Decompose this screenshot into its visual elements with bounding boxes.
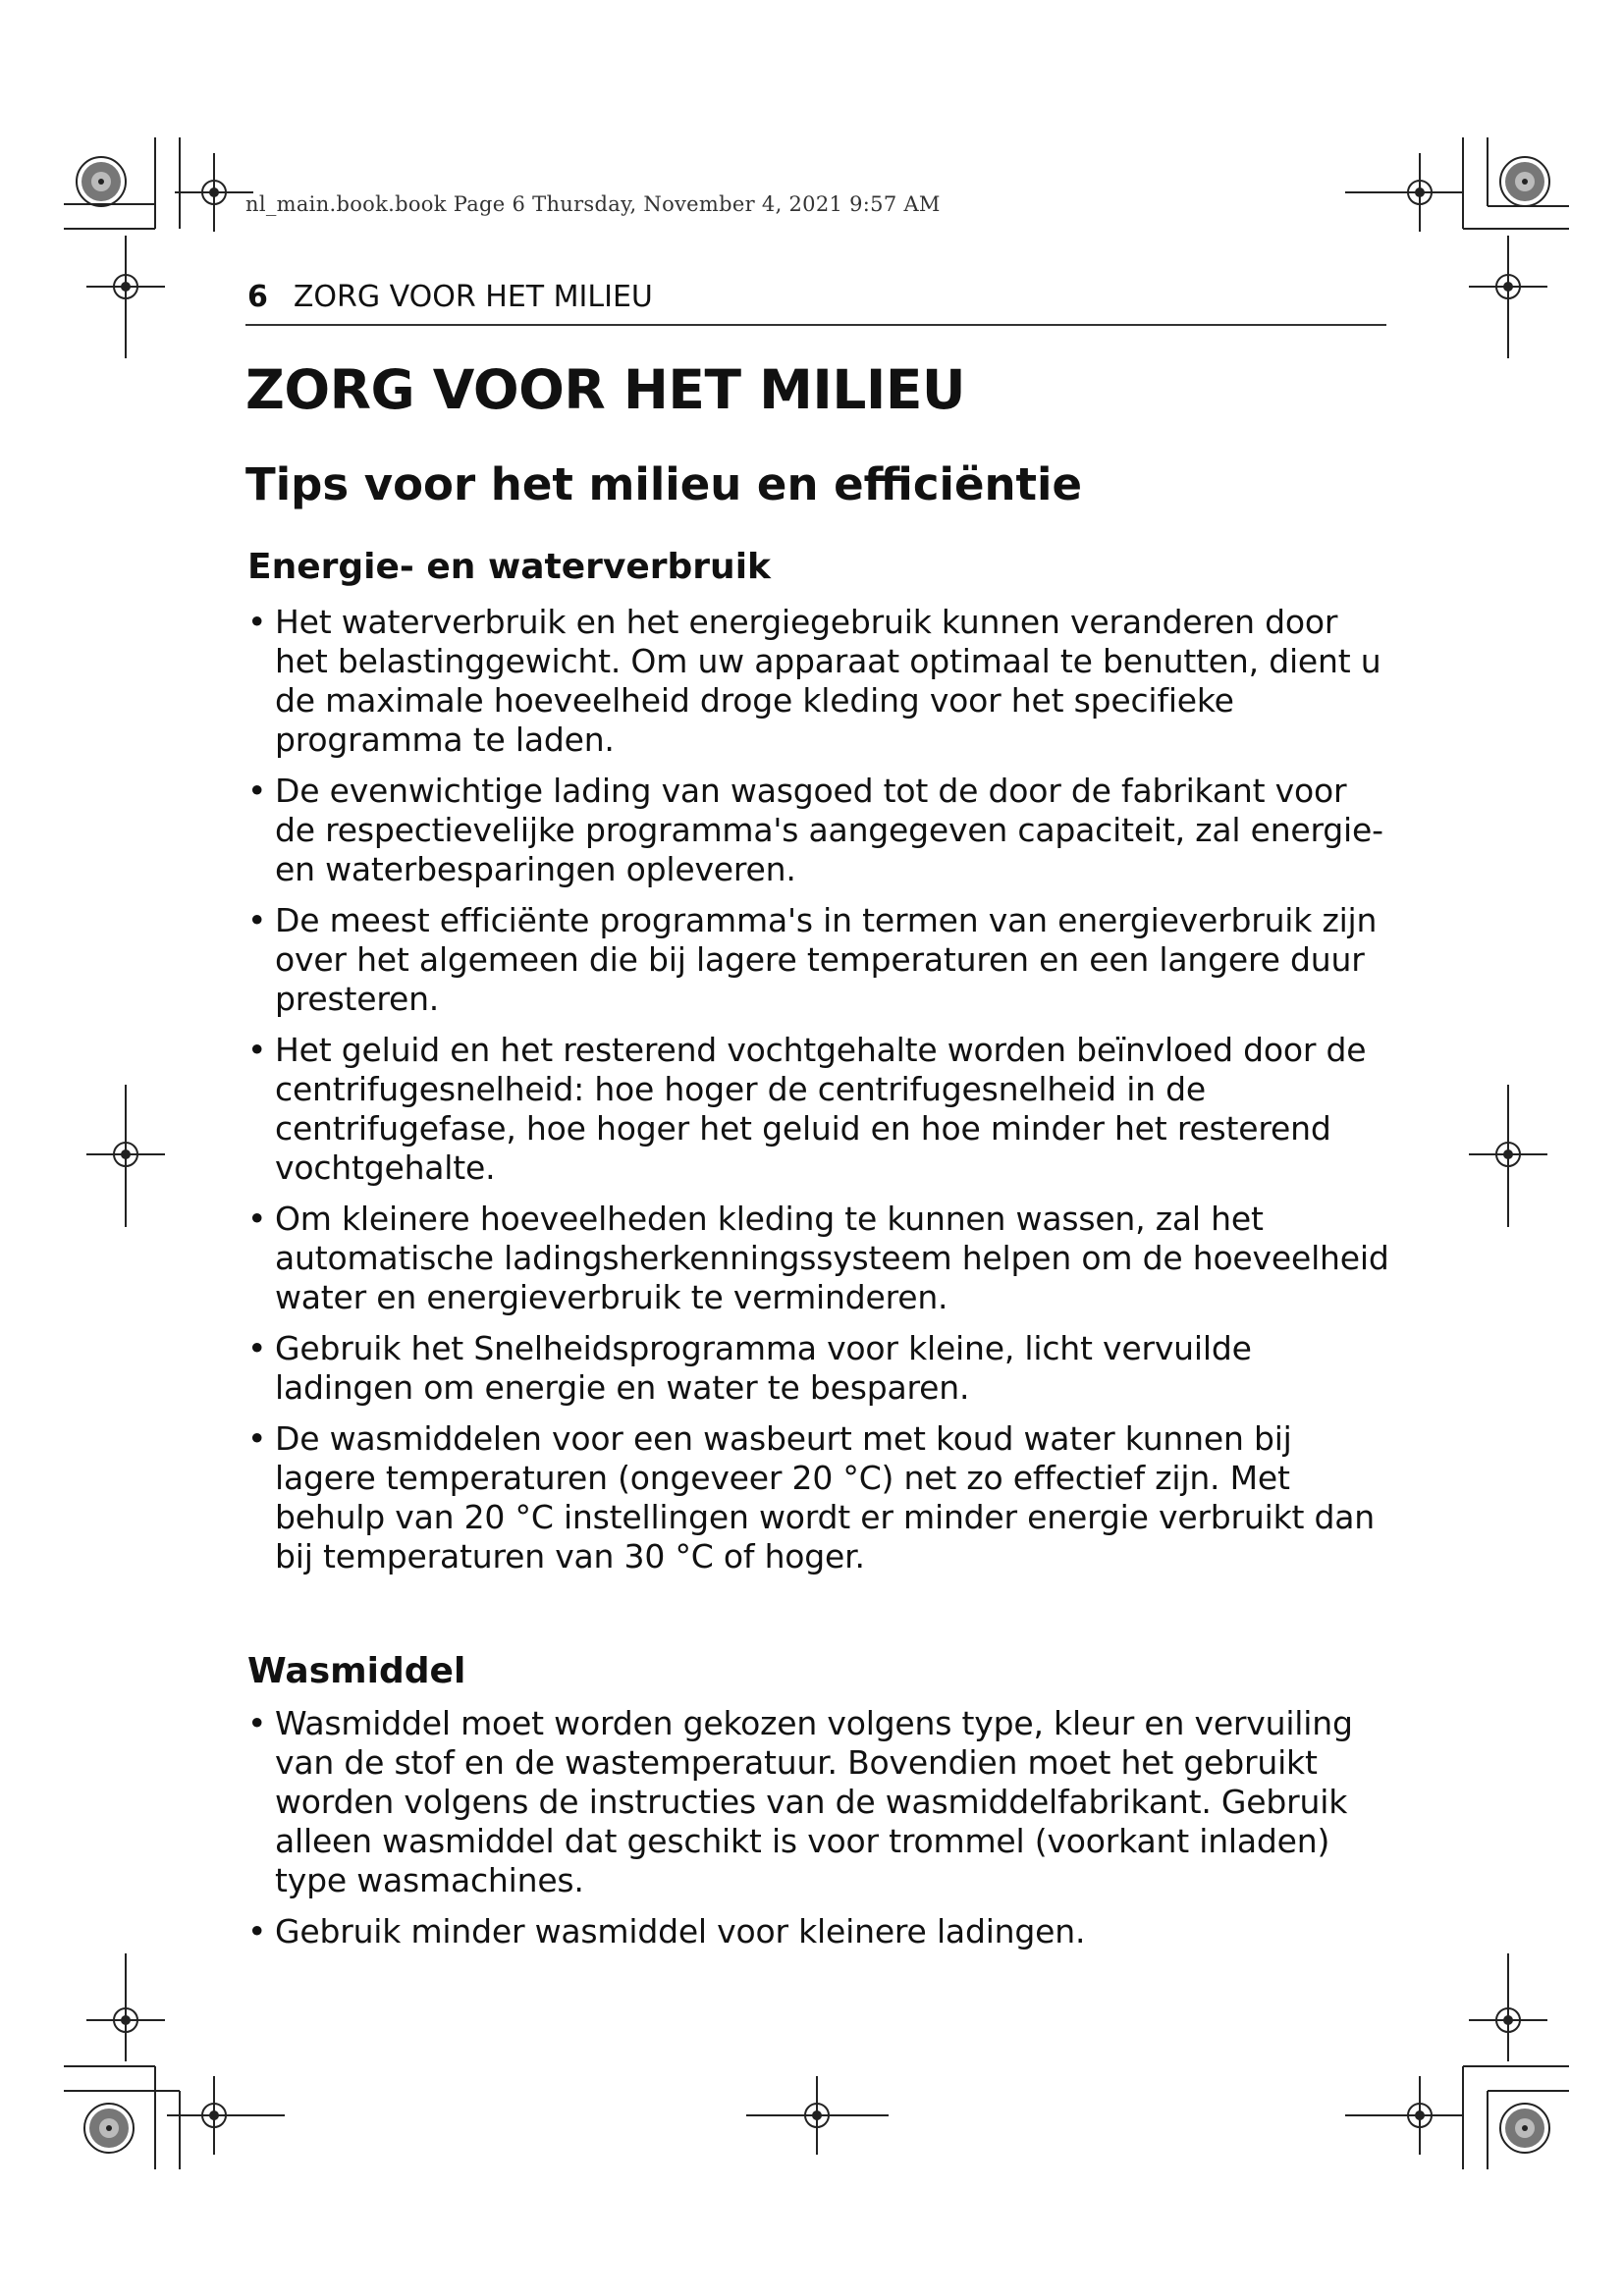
list-item: • Om kleinere hoeveelheden kleding te kunnen wassen, zal het automatische ladingsherkenningssysteem helpen om de hoeveelheid water en energieverbruik te verminderen. — [247, 1200, 1394, 1317]
list-item: • Het geluid en het resterend vochtgehalte worden beïnvloed door de centrifugesnelheid: hoe hoger de centrifugesnelheid in de centrifugefase, hoe hoger het geluid en hoe minder het resterend vochtgehalte. — [247, 1031, 1394, 1188]
list-item: • Het waterverbruik en het energiegebruik kunnen veranderen door het belastinggewicht. Om uw apparaat optimaal te benutten, dient u de maximale hoeveelheid droge kleding voor het specifieke programma te laden. — [247, 603, 1394, 760]
color-target-mark — [77, 157, 126, 206]
registration-mark — [175, 153, 253, 232]
color-target-mark — [84, 2104, 134, 2153]
list-item: • De evenwichtige lading van wasgoed tot de door de fabrikant voor de respectievelijke programma's aangegeven capaciteit, zal energie- en waterbesparingen opleveren. — [247, 772, 1394, 889]
page-title: ZORG VOOR HET MILIEU — [245, 358, 966, 421]
detergent-list — [247, 1704, 1394, 1963]
list-item: • De meest efficiënte programma's in termen van energieverbruik zijn over het algemeen die bij lagere temperaturen en een langere duur presteren. — [247, 901, 1394, 1019]
energy-water-list — [247, 603, 1394, 1588]
list-item: • De wasmiddelen voor een wasbeurt met koud water kunnen bij lagere temperaturen (ongeveer 20 °C) net zo effectief zijn. Met behulp van 20 °C instellingen wordt er minder energie verbruikt dan bij temperaturen van 30 °C of hoger. — [247, 1419, 1394, 1576]
subsection-heading-energy-water: Energie- en waterverbruik — [247, 547, 771, 587]
list-item: • Wasmiddel moet worden gekozen volgens type, kleur en vervuiling van de stof en de wastemperatuur. Bovendien moet het gebruikt worden volgens de instructies van de wasmiddelfabrikant. Gebruik alleen wasmiddel dat geschikt is voor trommel (voorkant inladen) type wasmachines. — [247, 1704, 1394, 1900]
page-number: 6 — [247, 280, 268, 314]
subsection-heading-detergent: Wasmiddel — [247, 1651, 466, 1691]
list-item: • Gebruik het Snelheidsprogramma voor kleine, licht vervuilde ladingen om energie en water te besparen. — [247, 1329, 1394, 1408]
list-item: • Gebruik minder wasmiddel voor kleinere ladingen. — [247, 1912, 1394, 1951]
print-slug-line: nl_main.book.book Page 6 Thursday, November 4, 2021 9:57 AM — [245, 192, 941, 216]
color-target-mark — [1500, 157, 1549, 206]
color-target-mark — [1500, 2104, 1549, 2153]
header-rule — [245, 324, 1386, 326]
running-header-section: ZORG VOOR HET MILIEU — [293, 280, 653, 314]
running-header — [247, 278, 1386, 317]
section-title: Tips voor het milieu en efficiëntie — [245, 458, 1082, 510]
